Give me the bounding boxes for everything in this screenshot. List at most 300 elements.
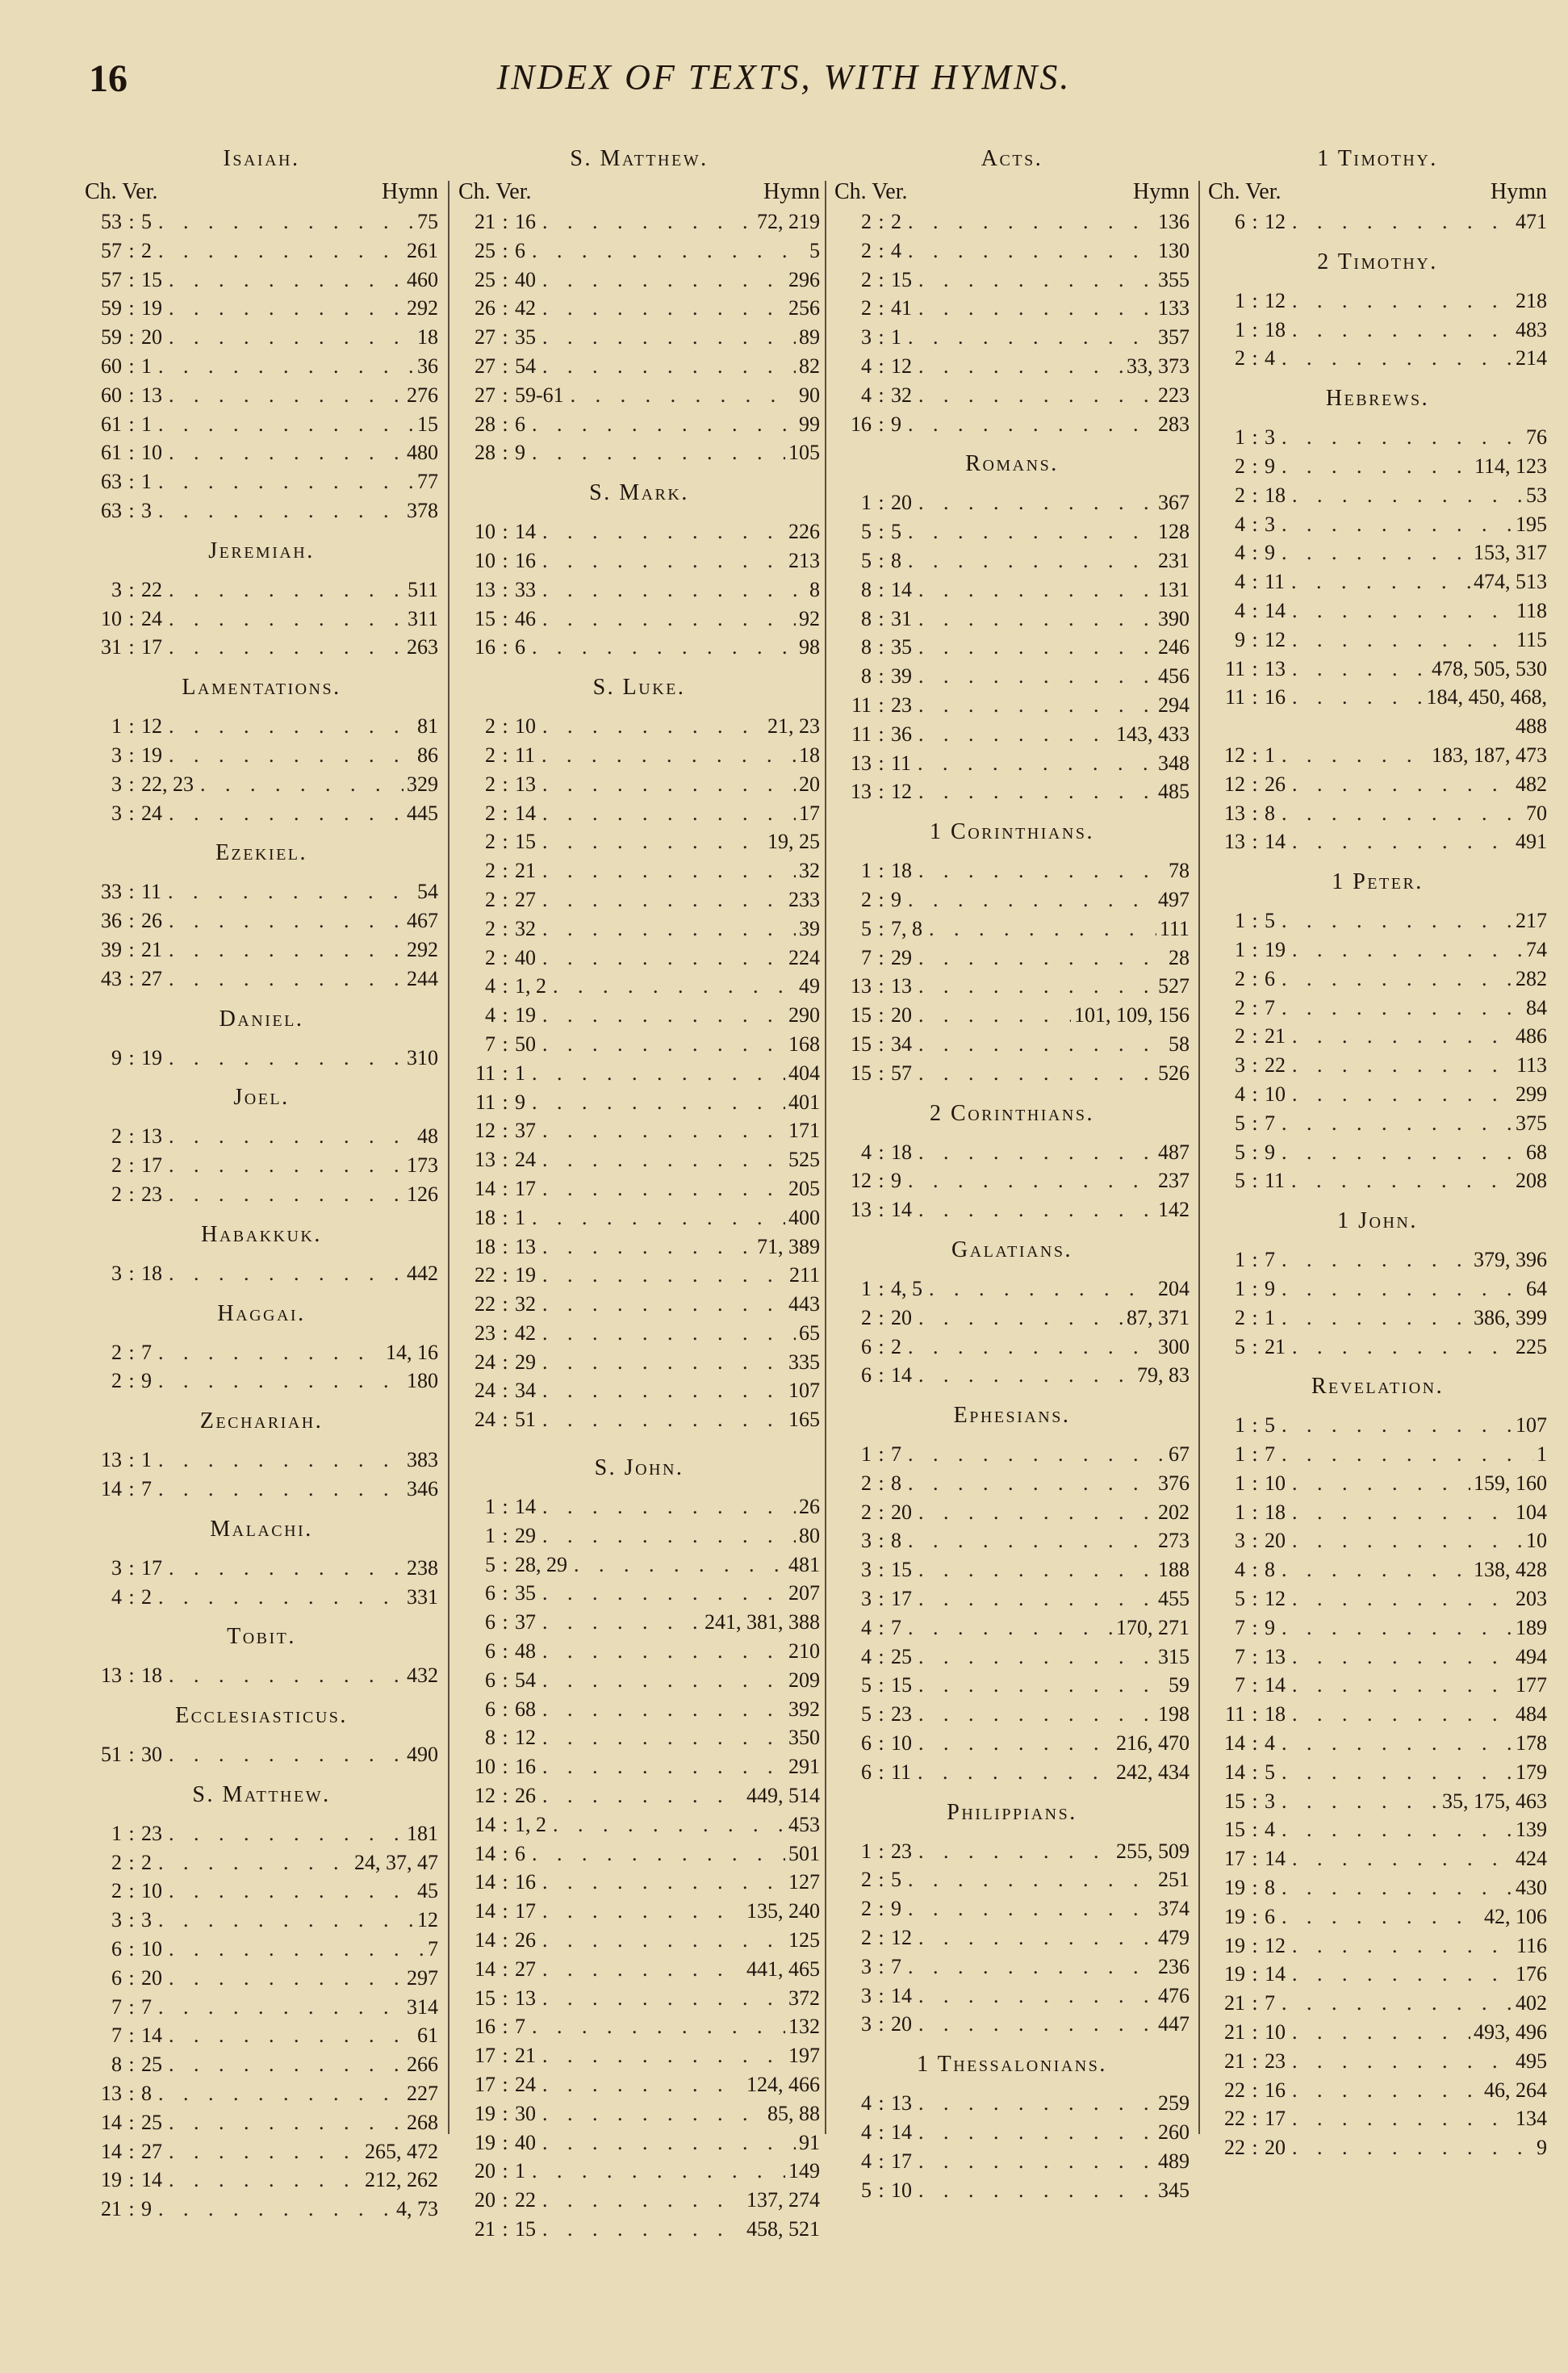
hymn-numbers: 432 — [407, 1664, 438, 1688]
hymn-numbers: 202 — [1158, 1500, 1190, 1524]
verse-number: 1 — [891, 325, 901, 349]
hymn-numbers: 134 — [1516, 2107, 1547, 2131]
colon-separator: : — [1252, 743, 1258, 767]
index-entry — [85, 294, 438, 323]
index-entry — [458, 236, 820, 266]
dot-leader — [536, 856, 796, 885]
chapter-number: 17 — [475, 2044, 495, 2068]
hymn-numbers: 18 — [799, 743, 820, 767]
index-entry — [85, 965, 438, 994]
dot-leader — [536, 1116, 785, 1145]
colon-separator: : — [502, 1841, 508, 1865]
index-entry — [458, 1551, 820, 1580]
chapter-number: 4 — [861, 1140, 872, 1164]
dot-leader — [162, 965, 403, 994]
hymn-numbers: 20 — [799, 772, 820, 796]
verse-number: 9 — [1265, 541, 1275, 565]
running-title: INDEX OF TEXTS, WITH HYMNS. — [496, 57, 1072, 97]
book-heading: Habakkuk. — [201, 1221, 322, 1247]
chapter-number: 3 — [111, 743, 122, 767]
colon-separator: : — [1252, 1962, 1258, 1986]
chapter-number: 2 — [861, 238, 872, 262]
index-entry — [1208, 538, 1547, 567]
hymn-numbers: 118 — [1516, 598, 1547, 622]
hymn-numbers: 294 — [1158, 693, 1190, 717]
chapter-number: 25 — [475, 267, 495, 291]
colon-separator: : — [878, 606, 884, 630]
hymn-numbers: 77 — [417, 470, 438, 494]
hymn-numbers: 104 — [1516, 1500, 1547, 1524]
verse-number: 1 — [141, 412, 152, 436]
index-entry — [834, 1729, 1190, 1758]
book-heading: Haggai. — [217, 1300, 306, 1326]
dot-leader — [912, 1584, 1155, 1613]
colon-separator: : — [128, 1340, 135, 1364]
index-entry — [1208, 510, 1547, 539]
verse-number: 9 — [891, 887, 901, 911]
colon-separator: : — [128, 1743, 135, 1767]
verse-number: 25 — [141, 2110, 162, 2134]
verse-number: 1, 2 — [515, 974, 546, 998]
index-entry — [834, 266, 1190, 295]
colon-separator: : — [502, 1581, 508, 1605]
colon-separator: : — [878, 1305, 884, 1329]
hymn-numbers: 75 — [417, 210, 438, 233]
dot-leader — [536, 294, 785, 323]
colon-separator: : — [128, 2197, 135, 2221]
chapter-number: 16 — [851, 412, 872, 436]
index-entry — [834, 1613, 1190, 1643]
chapter-number: 8 — [861, 635, 872, 659]
dot-leader — [1275, 538, 1470, 567]
colon-separator: : — [502, 1032, 508, 1056]
dot-leader — [1286, 1498, 1512, 1527]
dot-leader — [162, 1259, 403, 1288]
chapter-number: 2 — [485, 830, 495, 854]
hymn-numbers: 296 — [788, 267, 820, 291]
verse-number: 7 — [891, 1954, 901, 1978]
hymn-numbers: 49 — [799, 974, 820, 998]
chapter-number: 4 — [1235, 598, 1245, 622]
verse-number: 10 — [891, 2178, 912, 2202]
index-entry — [834, 517, 1190, 546]
colon-separator: : — [502, 1350, 508, 1374]
colon-separator: : — [128, 296, 135, 320]
verse-number: 5 — [891, 520, 901, 544]
verse-number: 4 — [1265, 1731, 1275, 1756]
index-entry — [85, 770, 438, 799]
colon-separator: : — [128, 1821, 135, 1845]
index-entry — [458, 438, 820, 467]
index-entry — [1208, 1643, 1547, 1672]
index-entry — [458, 2099, 820, 2128]
chapter-number: 1 — [1235, 1276, 1245, 1300]
chapter-number: 3 — [111, 1908, 122, 1932]
dot-leader — [536, 827, 764, 856]
index-entry — [85, 935, 438, 965]
hymn-numbers: 237 — [1158, 1169, 1190, 1193]
chapter-number: 10 — [475, 520, 495, 544]
verse-number: 7 — [141, 1994, 152, 2019]
verse-number: 14 — [1265, 598, 1286, 622]
chapter-number: 3 — [861, 325, 872, 349]
colon-separator: : — [1252, 1305, 1258, 1329]
hymn-numbers: 80 — [799, 1523, 820, 1547]
colon-separator: : — [878, 1868, 884, 1892]
colon-separator: : — [128, 1153, 135, 1178]
index-entry — [834, 1923, 1190, 1952]
index-entry — [458, 741, 820, 770]
chapter-number: 3 — [861, 2012, 872, 2036]
chapter-number: 39 — [101, 937, 122, 961]
dot-leader — [912, 662, 1155, 691]
dot-leader — [901, 1894, 1155, 1923]
verse-number: 5 — [1265, 1413, 1275, 1438]
chapter-number: 25 — [475, 238, 495, 262]
index-entry — [85, 467, 438, 496]
index-entry — [1208, 1960, 1547, 1989]
dot-leader — [536, 605, 796, 634]
verse-number: 19 — [515, 1003, 536, 1027]
index-entry — [1208, 2047, 1547, 2076]
chapter-number: 5 — [861, 548, 872, 572]
dot-leader — [536, 1319, 796, 1348]
chapter-number: 3 — [861, 1558, 872, 1582]
colon-separator: : — [1252, 210, 1258, 233]
hymn-numbers: 181 — [407, 1821, 438, 1845]
colon-separator: : — [1252, 483, 1258, 507]
chapter-number: 51 — [101, 1743, 122, 1767]
colon-separator: : — [1252, 627, 1258, 651]
colon-separator: : — [1252, 2020, 1258, 2044]
verse-number: 16 — [1265, 2078, 1286, 2102]
chapter-number: 4 — [861, 2120, 872, 2145]
dot-leader — [1286, 2133, 1533, 2162]
chapter-number: 3 — [861, 1983, 872, 2007]
dot-leader — [912, 1498, 1155, 1527]
chapter-number: 1 — [1235, 909, 1245, 933]
colon-separator: : — [878, 974, 884, 998]
chapter-number: 4 — [1235, 1558, 1245, 1582]
hymn-numbers: 179 — [1516, 1760, 1547, 1784]
colon-separator: : — [878, 354, 884, 378]
hymn-numbers: 480 — [407, 441, 438, 465]
chapter-number: 13 — [101, 1664, 122, 1688]
dot-leader — [162, 1819, 403, 1848]
index-entry — [85, 1583, 438, 1612]
colon-separator: : — [1252, 1847, 1258, 1871]
dot-leader — [162, 1151, 403, 1180]
chapter-number: 13 — [851, 780, 872, 804]
hymn-numbers: 107 — [1516, 1413, 1547, 1438]
hymn-numbers: 198 — [1158, 1702, 1190, 1726]
colon-separator: : — [1252, 570, 1258, 594]
chapter-number: 13 — [851, 1198, 872, 1222]
verse-number: 10 — [891, 1731, 912, 1756]
index-entry — [458, 517, 820, 546]
dot-leader — [1275, 799, 1523, 828]
hymn-numbers: 375 — [1516, 1111, 1547, 1135]
dot-leader — [536, 323, 796, 352]
colon-separator: : — [128, 498, 135, 522]
verse-number: 42 — [515, 296, 536, 320]
index-entry — [85, 1044, 438, 1073]
hymn-numbers: 526 — [1158, 1061, 1190, 1085]
index-entry — [1208, 1613, 1547, 1643]
verse-number: 25 — [891, 1644, 912, 1668]
chapter-number: 2 — [861, 1926, 872, 1950]
colon-separator: : — [502, 1176, 508, 1200]
chapter-number: 14 — [101, 1476, 122, 1500]
hymn-numbers: 217 — [1516, 909, 1547, 933]
index-entry — [458, 885, 820, 914]
verse-number: 20 — [891, 1500, 912, 1524]
chapter-number: 15 — [475, 606, 495, 630]
index-entry — [834, 1166, 1190, 1195]
verse-number: 11 — [1265, 1169, 1286, 1193]
hymn-numbers: 458, 521 — [746, 2217, 820, 2241]
verse-number: 2 — [141, 1584, 152, 1609]
index-entry — [85, 1906, 438, 1935]
dot-leader — [152, 236, 403, 266]
hymn-numbers: 367 — [1158, 491, 1190, 515]
colon-separator: : — [502, 974, 508, 998]
colon-separator: : — [502, 1408, 508, 1432]
verse-number: 23 — [891, 1839, 912, 1863]
verse-number: 16 — [515, 548, 536, 572]
verse-number: 17 — [141, 635, 162, 659]
verse-number: 26 — [515, 1928, 536, 1952]
verse-number: 14 — [1265, 830, 1286, 854]
chapter-number: 1 — [1235, 425, 1245, 450]
index-entry — [458, 605, 820, 634]
dot-leader — [162, 575, 404, 605]
colon-separator: : — [1252, 937, 1258, 961]
chapter-number: 10 — [475, 548, 495, 572]
chapter-number: 23 — [475, 1320, 495, 1345]
index-entry — [458, 2012, 820, 2041]
colon-separator: : — [878, 520, 884, 544]
chapter-number: 1 — [1235, 317, 1245, 341]
chapter-number: 22 — [1224, 2078, 1245, 2102]
dot-leader — [1275, 1245, 1470, 1274]
verse-number: 1 — [141, 354, 152, 378]
chapter-number: 5 — [861, 520, 872, 544]
dot-leader — [152, 2079, 403, 2108]
dot-leader — [1275, 1613, 1512, 1643]
colon-separator: : — [1252, 1818, 1258, 1842]
chapter-number: 5 — [861, 1702, 872, 1726]
colon-separator: : — [502, 2130, 508, 2154]
colon-separator: : — [128, 2110, 135, 2134]
hymn-numbers: 61 — [417, 2024, 438, 2048]
chapter-number: 6 — [485, 1697, 495, 1721]
colon-separator: : — [128, 238, 135, 262]
chapter-number: 19 — [1224, 1962, 1245, 1986]
dot-leader — [152, 1993, 403, 2022]
colon-separator: : — [502, 1205, 508, 1229]
colon-separator: : — [1252, 1500, 1258, 1524]
hymn-numbers: 207 — [788, 1581, 820, 1605]
chapter-number: 22 — [475, 1263, 495, 1287]
colon-separator: : — [128, 801, 135, 825]
index-entry — [458, 1001, 820, 1030]
dot-leader — [1275, 423, 1523, 452]
chapter-number: 31 — [101, 635, 122, 659]
hymn-numbers: 487 — [1158, 1140, 1190, 1164]
colon-separator: : — [1252, 1644, 1258, 1668]
hymn-numbers: 447 — [1158, 2012, 1190, 2036]
chapter-number: 6 — [111, 1937, 122, 1961]
colon-separator: : — [878, 1471, 884, 1495]
dot-leader — [912, 1059, 1155, 1088]
index-entry — [1208, 316, 1547, 345]
index-entry — [85, 266, 438, 295]
chapter-number: 1 — [1235, 1413, 1245, 1438]
chapter-number: 4 — [861, 1644, 872, 1668]
verse-number: 14 — [1265, 1673, 1286, 1697]
chapter-number: 1 — [1235, 1500, 1245, 1524]
chapter-number: 2 — [485, 714, 495, 739]
dot-leader — [1275, 1787, 1439, 1816]
hymn-numbers: 98 — [799, 635, 820, 659]
colon-separator: : — [128, 1584, 135, 1609]
verse-number: 12 — [1265, 1933, 1286, 1957]
index-entry — [1208, 935, 1547, 965]
colon-separator: : — [128, 1448, 135, 1472]
verse-number: 1 — [141, 470, 152, 494]
colon-separator: : — [878, 916, 884, 940]
colon-separator: : — [502, 1928, 508, 1952]
hymn-numbers: 18 — [417, 325, 438, 349]
dot-leader — [536, 517, 785, 546]
index-entry — [1208, 2104, 1547, 2133]
hymn-numbers: 170, 271 — [1116, 1615, 1190, 1639]
dot-leader — [1286, 2076, 1481, 2105]
index-entry — [834, 1671, 1190, 1700]
book-heading: 1 John. — [1337, 1208, 1418, 1234]
hymn-numbers: 54 — [417, 880, 438, 904]
colon-separator: : — [878, 1926, 884, 1950]
colon-separator: : — [502, 1784, 508, 1808]
colon-separator: : — [878, 238, 884, 262]
chapter-number: 17 — [475, 2073, 495, 2097]
dot-leader — [525, 2012, 785, 2041]
dot-leader — [536, 1781, 743, 1810]
verse-number: 26 — [141, 909, 162, 933]
hymn-numbers: 183, 187, 473 — [1432, 743, 1547, 767]
dot-leader — [536, 546, 785, 575]
colon-separator: : — [878, 1644, 884, 1668]
chapter-number: 19 — [475, 2101, 495, 2125]
hymn-numbers: 188 — [1158, 1558, 1190, 1582]
hymn-numbers: 214 — [1516, 346, 1547, 370]
hymn-numbers: 491 — [1516, 830, 1547, 854]
dot-leader — [536, 1233, 754, 1262]
chapter-number: 4 — [1235, 570, 1245, 594]
dot-leader — [1285, 567, 1470, 596]
verse-number: 8 — [891, 1471, 901, 1495]
colon-separator: : — [128, 441, 135, 465]
verse-number: 21 — [1265, 1024, 1286, 1048]
dot-leader — [536, 712, 764, 741]
verse-number: 6 — [515, 1841, 525, 1865]
index-entry — [458, 1405, 820, 1434]
chapter-number: 24 — [475, 1350, 495, 1374]
verse-number: 27 — [515, 1957, 536, 1981]
dot-leader — [536, 266, 785, 295]
verse-number: 8 — [1265, 1876, 1275, 1900]
hymn-numbers: 350 — [788, 1726, 820, 1750]
colon-separator: : — [128, 1965, 135, 1990]
chapter-number: 12 — [475, 1119, 495, 1143]
hymn-numbers: 130 — [1158, 238, 1190, 262]
verse-number: 2 — [891, 210, 901, 233]
dot-leader — [901, 546, 1155, 575]
dot-leader — [536, 2070, 743, 2099]
dot-leader — [162, 633, 403, 662]
colon-separator: : — [878, 2120, 884, 2145]
colon-separator: : — [1252, 1471, 1258, 1495]
hymn-numbers: 273 — [1158, 1529, 1190, 1553]
colon-separator: : — [502, 1668, 508, 1692]
index-entry — [458, 1984, 820, 2013]
verse-number: 29 — [515, 1350, 536, 1374]
verse-number: 9 — [515, 1090, 525, 1114]
dot-leader — [1275, 1304, 1470, 1333]
index-entry — [1208, 994, 1547, 1023]
chapter-number: 1 — [1235, 1442, 1245, 1467]
index-entry — [1208, 1873, 1547, 1902]
verse-number: 7 — [515, 2015, 525, 2039]
index-entry — [834, 914, 1190, 944]
verse-number: 2 — [141, 1850, 152, 1874]
hymn-numbers: 497 — [1158, 887, 1190, 911]
index-entry — [834, 1333, 1190, 1362]
chapter-number: 2 — [1235, 483, 1245, 507]
verse-number: 1 — [1265, 1305, 1275, 1329]
chapter-number: 10 — [101, 606, 122, 630]
index-entry — [85, 496, 438, 525]
verse-number: 20 — [891, 1305, 912, 1329]
hymn-numbers: 456 — [1158, 664, 1190, 688]
dot-leader — [162, 1180, 403, 1209]
hymn-numbers: 203 — [1516, 1587, 1547, 1611]
chapter-number: 13 — [1224, 830, 1245, 854]
colon-separator: : — [128, 714, 135, 739]
verse-number: 9 — [891, 1897, 901, 1921]
chapter-number: 16 — [475, 635, 495, 659]
index-entry — [85, 381, 438, 410]
colon-separator: : — [502, 412, 508, 436]
column-header — [458, 177, 820, 207]
colon-separator: : — [878, 1839, 884, 1863]
dot-leader — [901, 207, 1155, 236]
verse-number: 59-61 — [515, 383, 564, 407]
colon-separator: : — [502, 1090, 508, 1114]
chapter-number: 4 — [1235, 512, 1245, 536]
chapter-number: 2 — [485, 743, 495, 767]
verse-number: 17 — [891, 1587, 912, 1611]
index-entry — [834, 720, 1190, 749]
hymn-numbers: 79, 83 — [1137, 1363, 1190, 1387]
chapter-number: 14 — [101, 2110, 122, 2134]
index-entry — [85, 1993, 438, 2022]
verse-number: 5 — [141, 210, 152, 233]
verse-number: 23 — [891, 1702, 912, 1726]
hymn-numbers: 372 — [788, 1986, 820, 2010]
colon-separator: : — [878, 1897, 884, 1921]
